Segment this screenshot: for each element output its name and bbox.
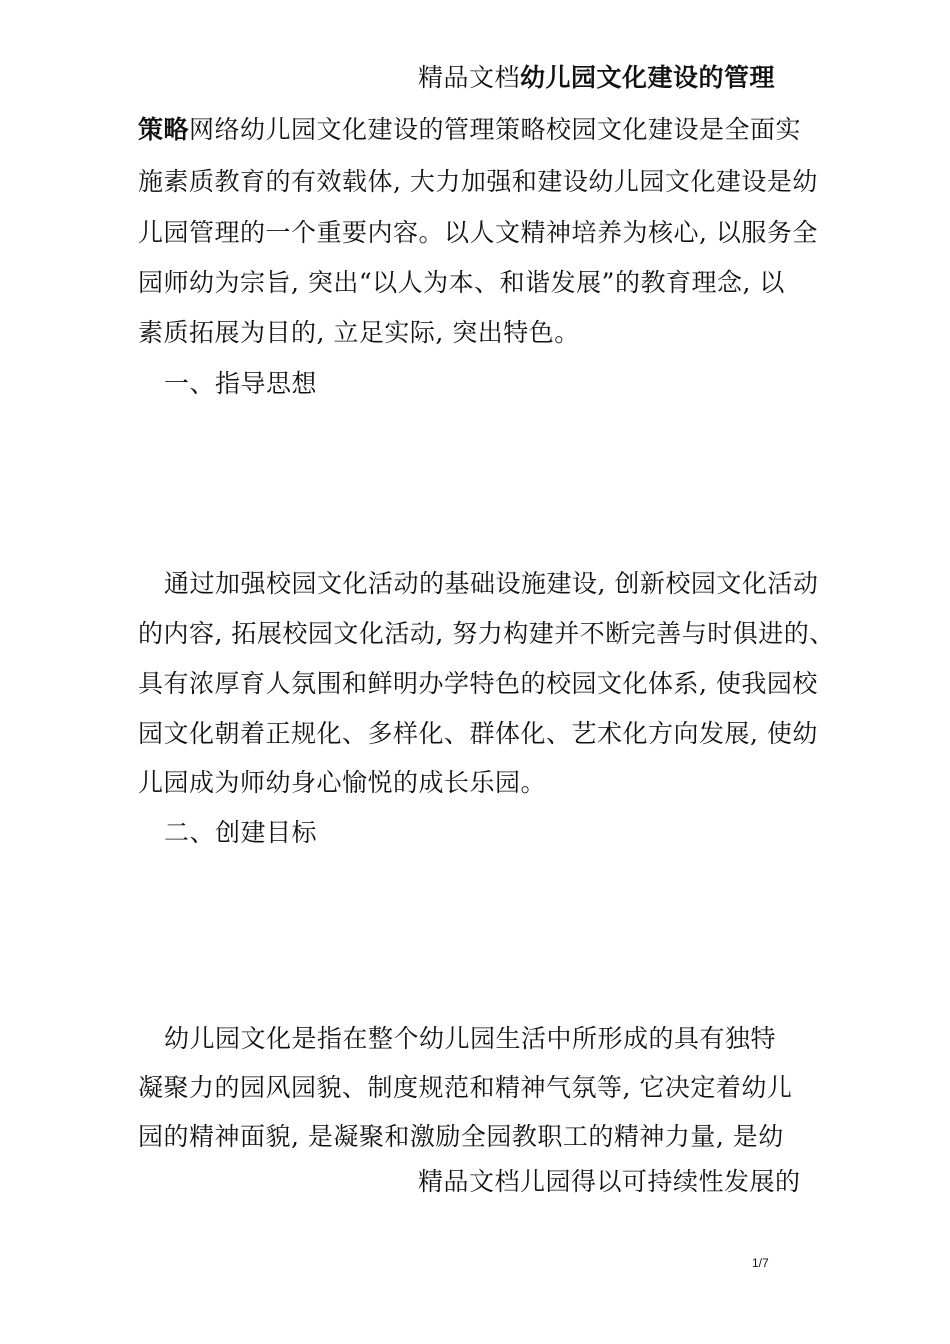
intro-line-3: 儿园管理的一个重要内容。以人文精神培养为核心, 以服务全 xyxy=(138,218,818,247)
footer-line: 精品文档儿园得以可持续性发展的 xyxy=(418,1167,801,1196)
page-number: 1/7 xyxy=(752,1256,769,1270)
section2-line-2: 凝聚力的园风园貌、制度规范和精神气氛等, 它决定着幼儿 xyxy=(138,1073,793,1102)
intro-text-1: 网络幼儿园文化建设的管理策略校园文化建设是全面实 xyxy=(189,115,802,144)
section1-line-2: 的内容, 拓展校园文化活动, 努力构建并不断完善与时俱进的、 xyxy=(138,619,835,648)
document-title-part1: 幼儿园文化建设的管理 xyxy=(520,63,776,92)
intro-line-1 xyxy=(138,114,801,146)
section1-line-3: 具有浓厚育人氛围和鲜明办学特色的校园文化体系, 使我园校 xyxy=(138,669,818,698)
section2-line-1: 幼儿园文化是指在整个幼儿园生活中所形成的具有独特 xyxy=(164,1024,777,1053)
intro-line-2: 施素质教育的有效载体, 大力加强和建设幼儿园文化建设是幼 xyxy=(138,167,818,196)
section1-line-4: 园文化朝着正规化、多样化、群体化、艺术化方向发展, 使幼 xyxy=(138,719,818,748)
header-line xyxy=(418,62,775,94)
section2-line-3: 园的精神面貌, 是凝聚和激励全园教职工的精神力量, 是幼 xyxy=(138,1122,784,1151)
section1-line-1: 通过加强校园文化活动的基础设施建设, 创新校园文化活动 xyxy=(164,569,819,598)
section-heading-guiding-ideology: 一、指导思想 xyxy=(164,369,318,398)
document-title-part2: 策略 xyxy=(138,115,190,144)
section1-line-5: 儿园成为师幼身心愉悦的成长乐园。 xyxy=(138,768,547,797)
intro-line-4: 园师幼为宗旨, 突出“以人为本、和谐发展”的教育理念, 以 xyxy=(138,268,785,297)
section-heading-goals: 二、创建目标 xyxy=(164,818,318,847)
header-prefix: 精品文档 xyxy=(418,63,521,92)
intro-line-5: 素质拓展为目的, 立足实际, 突出特色。 xyxy=(138,318,580,347)
